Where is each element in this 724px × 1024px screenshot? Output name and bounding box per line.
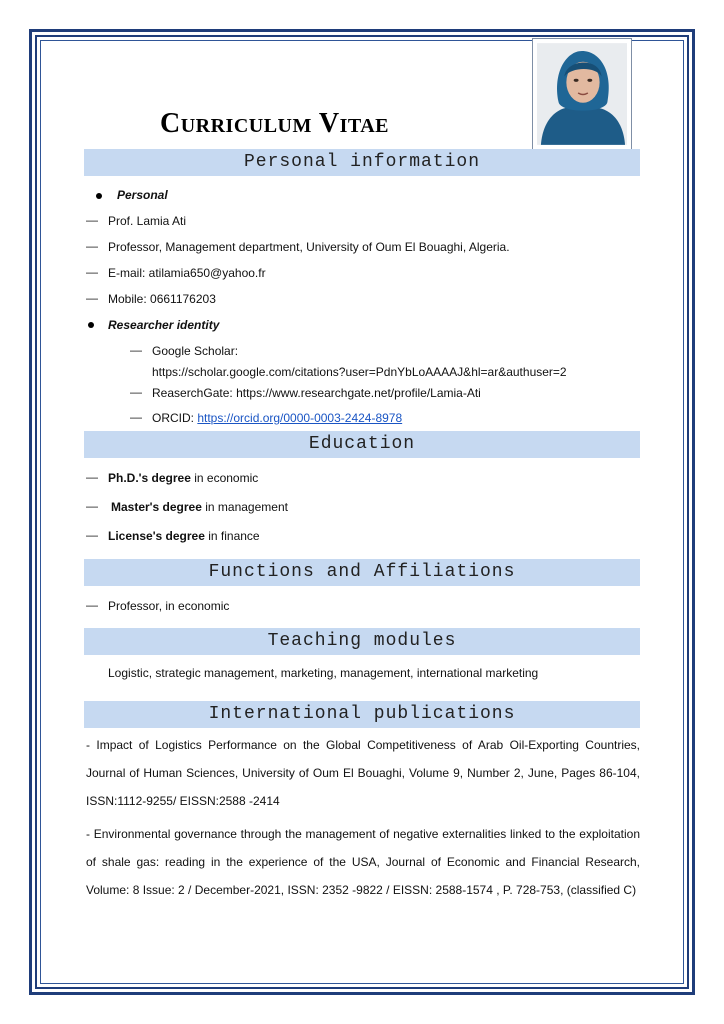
personal-heading: Personal <box>117 188 168 202</box>
section-education: Education <box>84 431 640 458</box>
publication-item: - Environmental governance through the management of negative externalities linked to the exploitation of shale gas: reading in the experience of the USA, Journal of Economic and Financial Research, Volume: 8 Issue: 2 / December-2021, ISSN: 2352 -9822 / EISSN: 2588-1574 , P. 728-753, (classified C) <box>86 827 640 897</box>
bullet-dot-icon <box>96 193 102 199</box>
bullet-dot-icon <box>88 322 94 328</box>
orcid-label: ORCID: <box>152 411 194 425</box>
education-item <box>108 471 258 485</box>
dash-icon: — <box>86 528 98 542</box>
education-item <box>111 500 288 514</box>
orcid-entry <box>152 411 402 425</box>
degree-title: License's degree <box>108 529 205 543</box>
dash-icon: — <box>86 291 98 305</box>
section-functions-affiliations: Functions and Affiliations <box>84 559 640 586</box>
dash-icon: — <box>130 410 142 424</box>
profile-photo <box>532 38 632 150</box>
dash-icon: — <box>86 499 98 513</box>
portrait-photo-icon <box>537 43 627 145</box>
person-email: E-mail: atilamia650@yahoo.fr <box>108 266 266 280</box>
person-mobile: Mobile: 0661176203 <box>108 292 216 306</box>
google-scholar-url[interactable]: https://scholar.google.com/citations?user=PdnYbLoAAAAJ&hl=ar&authuser=2 <box>152 365 567 379</box>
researchgate-label: ReaserchGate: <box>152 386 233 400</box>
dash-icon: — <box>86 239 98 253</box>
orcid-link[interactable]: https://orcid.org/0000-0003-2424-8978 <box>197 411 403 425</box>
degree-field: in management <box>201 500 288 514</box>
researchgate-url[interactable]: https://www.researchgate.net/profile/Lamia-Ati <box>236 386 481 400</box>
section-personal-information: Personal information <box>84 149 640 176</box>
teaching-modules-text: Logistic, strategic management, marketing, management, international marketing <box>108 666 539 680</box>
section-teaching-modules: Teaching modules <box>84 628 640 655</box>
researchgate-entry <box>152 386 481 400</box>
person-position: Professor, Management department, University of Oum El Bouaghi, Algeria. <box>108 240 510 254</box>
dash-icon: — <box>130 385 142 399</box>
dash-icon: — <box>86 598 98 612</box>
dash-icon: — <box>130 343 142 357</box>
researcher-heading: Researcher identity <box>108 318 220 332</box>
google-scholar-label: Google Scholar: <box>152 344 239 358</box>
degree-title: Ph.D.'s degree <box>108 471 191 485</box>
person-name: Prof. Lamia Ati <box>108 214 187 228</box>
section-international-publications: International publications <box>84 701 640 728</box>
page-title: Curriculum Vitae <box>160 108 390 139</box>
degree-field: in finance <box>204 529 260 543</box>
function-item: Professor, in economic <box>108 599 230 613</box>
dash-icon: — <box>86 265 98 279</box>
publication-item: - Impact of Logistics Performance on the Global Competitiveness of Arab Oil-Exporting Countries, Journal of Human Sciences, University of Oum El Bouaghi, Volume 9, Number 2, June, Pages 86-104, ISSN:1112-9255/ EISSN:2588 -2414 <box>86 738 640 808</box>
dash-icon: — <box>86 470 98 484</box>
degree-field: in economic <box>190 471 259 485</box>
dash-icon: — <box>86 213 98 227</box>
degree-title: Master's degree <box>111 500 202 514</box>
education-item <box>108 529 260 543</box>
